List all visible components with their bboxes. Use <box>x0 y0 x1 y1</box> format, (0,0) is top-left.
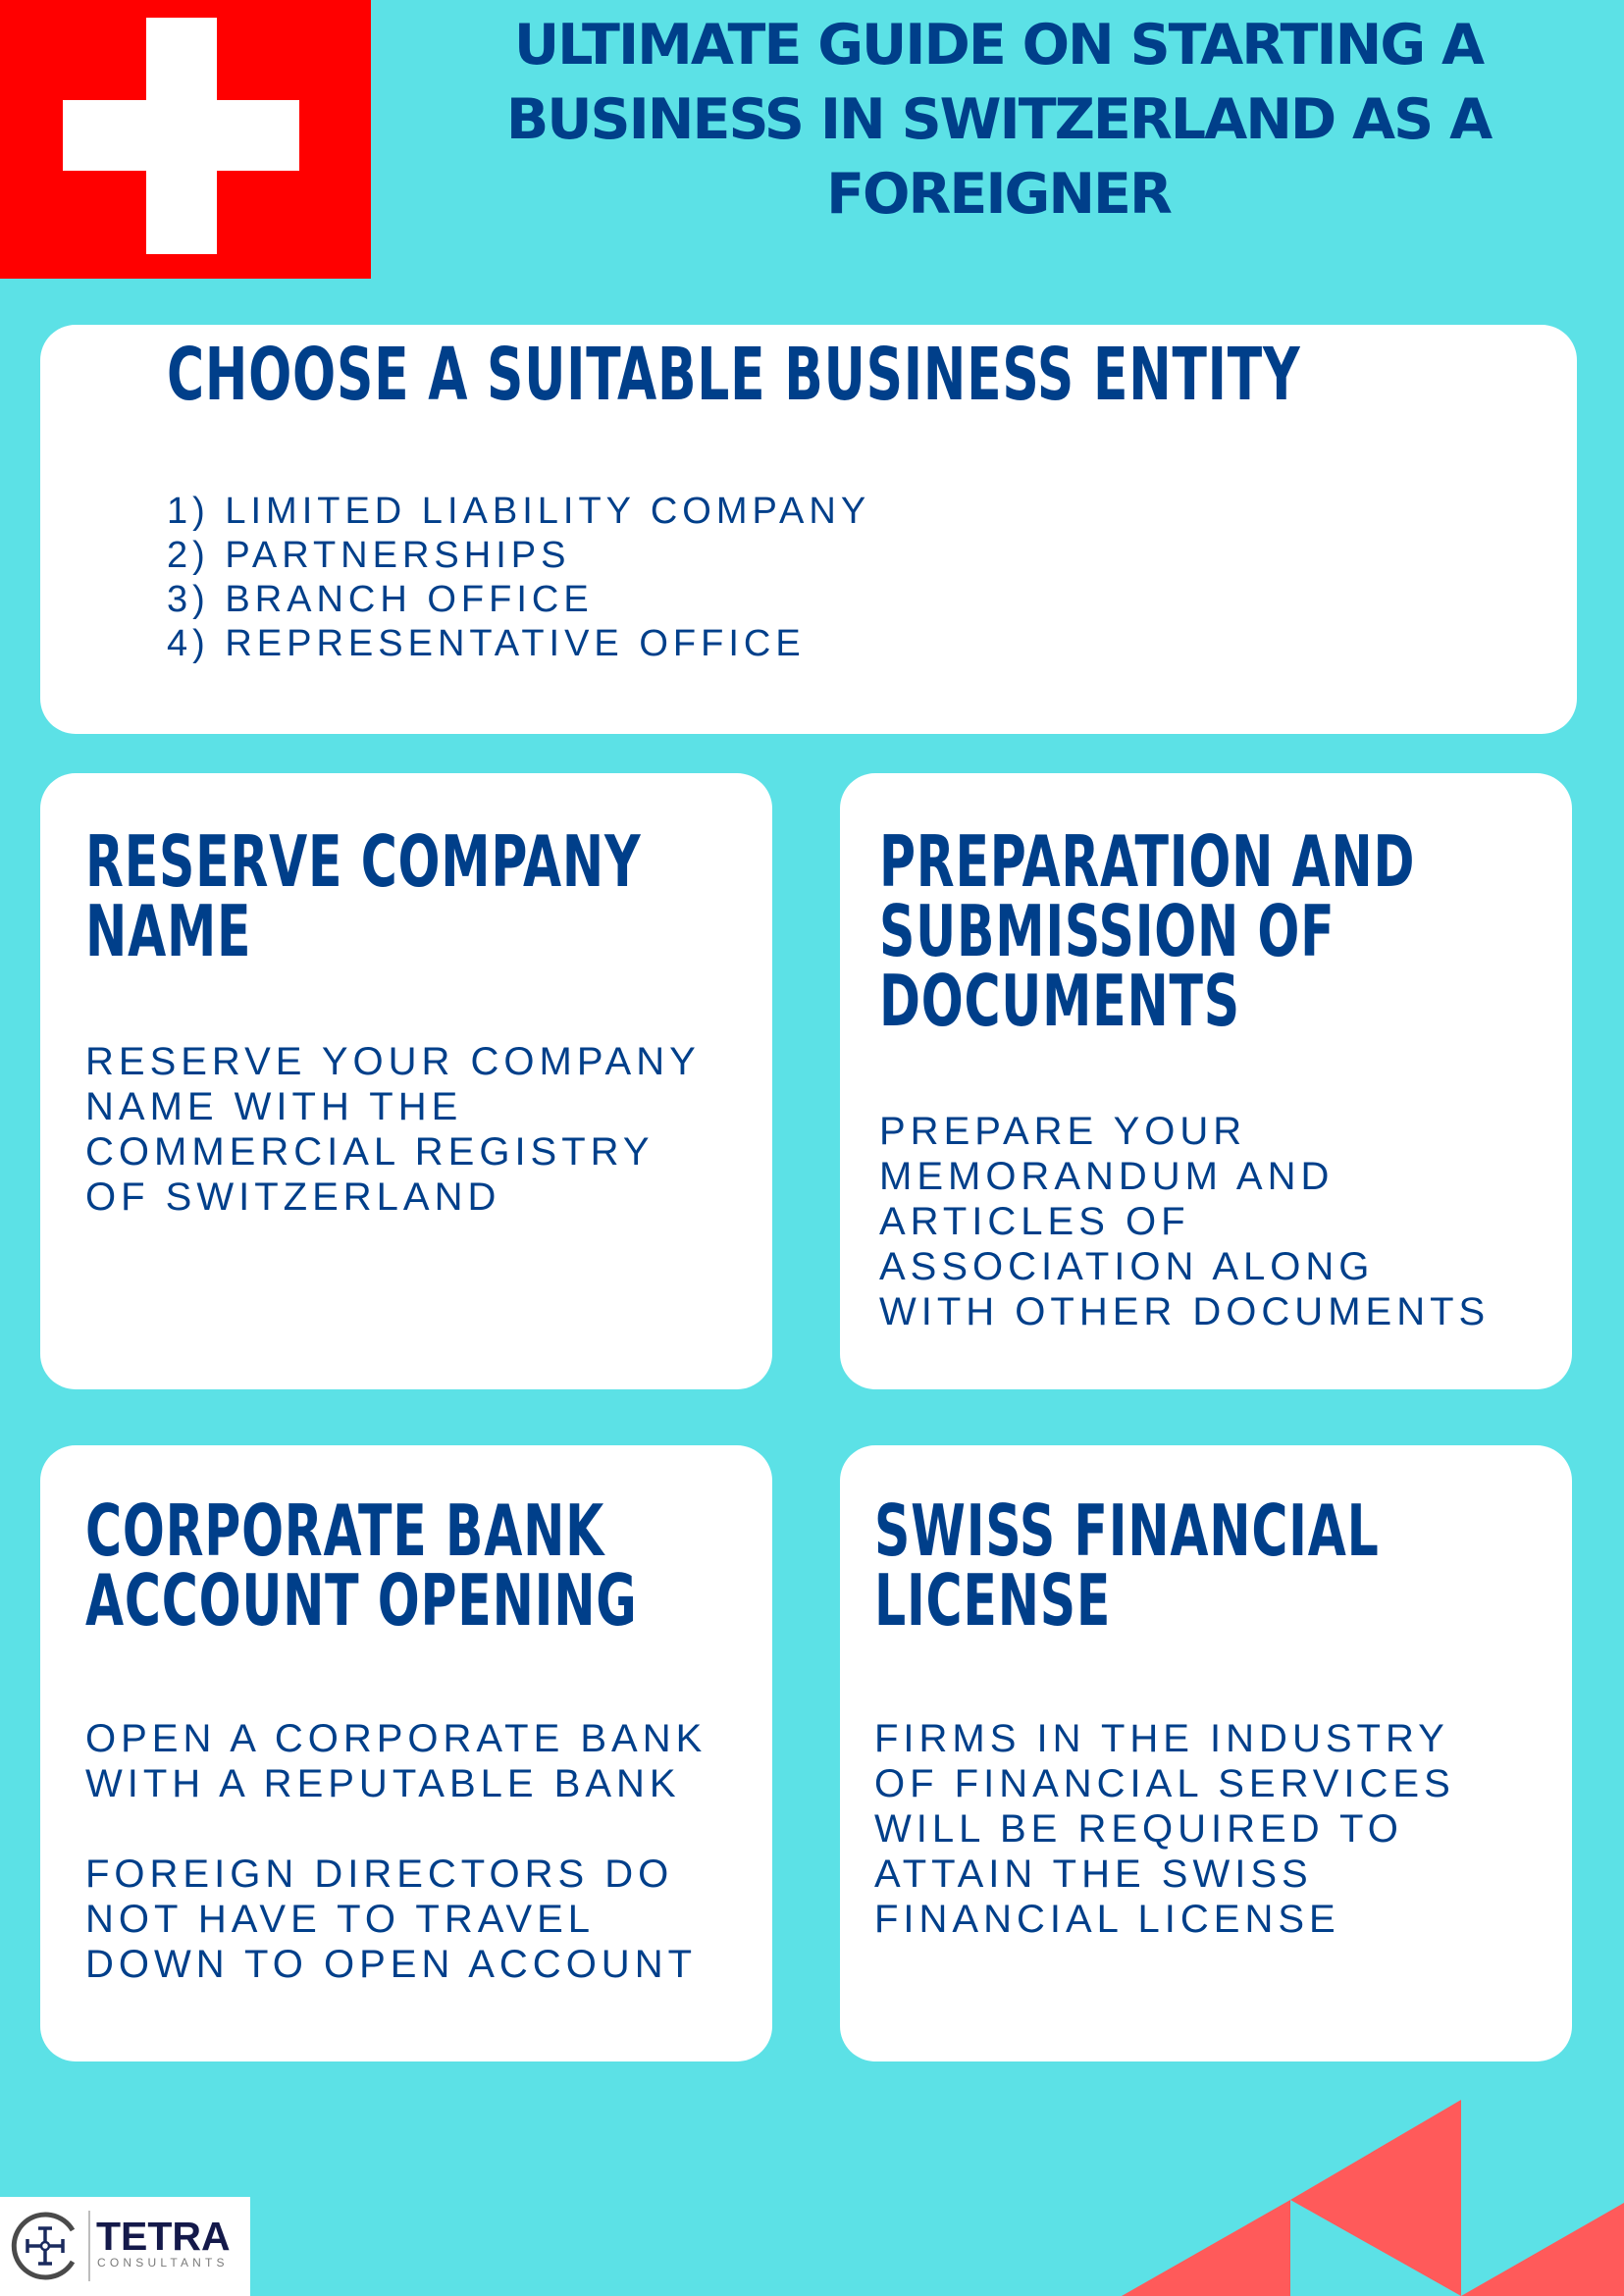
list-item: 2) PARTNERSHIPS <box>167 535 571 576</box>
body-line: WILL BE REQUIRED TO <box>874 1807 1403 1851</box>
tetra-cross-circle-icon <box>8 2209 82 2283</box>
triangle-shape <box>1290 2100 1461 2296</box>
heading-line: LICENSE <box>874 1559 1112 1642</box>
body-line: DOWN TO OPEN ACCOUNT <box>85 1943 698 1986</box>
body-line: NOT HAVE TO TRAVEL <box>85 1898 596 1941</box>
body-line: ARTICLES OF <box>879 1200 1190 1243</box>
heading-line: ACCOUNT OPENING <box>85 1559 638 1642</box>
heading-line: NAME <box>85 890 252 972</box>
card-heading: CHOOSE A SUITABLE BUSINESS ENTITY <box>167 333 1301 417</box>
list-item: 4) REPRESENTATIVE OFFICE <box>167 623 806 664</box>
body-line: NAME WITH THE <box>85 1085 463 1128</box>
body-line: ATTAIN THE SWISS <box>874 1852 1313 1896</box>
body-line: RESERVE YOUR COMPANY <box>85 1040 701 1083</box>
logo-subtitle: CONSULTANTS <box>97 2256 229 2270</box>
body-line: MEMORANDUM AND <box>879 1155 1335 1198</box>
title-line: ULTIMATE GUIDE ON STARTING A <box>513 13 1484 78</box>
heading-line: RESERVE COMPANY <box>85 820 642 903</box>
title-line: FOREIGNER <box>826 162 1171 227</box>
heading-line: PREPARATION AND <box>879 820 1416 903</box>
triangle-shape <box>1461 2203 1624 2296</box>
title-line: BUSINESS IN SWITZERLAND AS A <box>505 87 1492 152</box>
body-line: COMMERCIAL REGISTRY <box>85 1130 655 1174</box>
body-line: FOREIGN DIRECTORS DO <box>85 1852 674 1896</box>
heading-line: SWISS FINANCIAL <box>874 1489 1380 1572</box>
heading-line: DOCUMENTS <box>879 960 1240 1042</box>
body-line: OF FINANCIAL SERVICES <box>874 1762 1455 1805</box>
list-item: 1) LIMITED LIABILITY COMPANY <box>167 491 871 532</box>
tetra-consultants-logo <box>0 2197 250 2296</box>
triangle-shape <box>1122 2200 1290 2296</box>
body-line: PREPARE YOUR <box>879 1110 1247 1153</box>
logo-brand: TETRA <box>96 2214 231 2259</box>
body-line: ASSOCIATION ALONG <box>879 1245 1375 1288</box>
body-line: OF SWITZERLAND <box>85 1175 501 1219</box>
body-line: OPEN A CORPORATE BANK <box>85 1717 707 1760</box>
heading-line: SUBMISSION OF <box>879 890 1336 972</box>
body-line: WITH OTHER DOCUMENTS <box>879 1290 1491 1333</box>
body-line: FINANCIAL LICENSE <box>874 1898 1340 1941</box>
body-line: WITH A REPUTABLE BANK <box>85 1762 681 1805</box>
body-line: FIRMS IN THE INDUSTRY <box>874 1717 1449 1760</box>
heading-line: CORPORATE BANK <box>85 1489 605 1572</box>
list-item: 3) BRANCH OFFICE <box>167 579 594 620</box>
logo-divider <box>88 2211 90 2281</box>
